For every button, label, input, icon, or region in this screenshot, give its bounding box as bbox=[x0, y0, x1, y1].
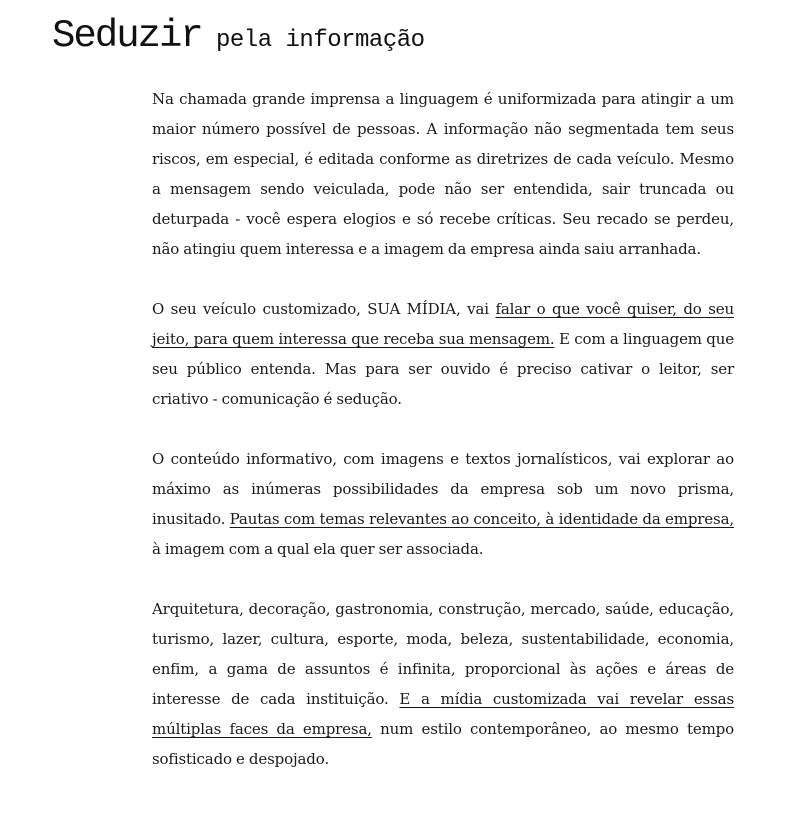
article-body bbox=[152, 84, 734, 774]
paragraph-3-emphasis: Pautas com temas relevantes ao conceito, à identidade da empresa, bbox=[229, 510, 734, 528]
paragraph-2-before: O seu veículo customizado, SUA MÍDIA, vai bbox=[152, 300, 496, 318]
paragraph-4-before: Arquitetura, decoração, gastronomia, construção, mercado, saúde, educação, turismo, lazer, cultura, esporte, moda, beleza, sustentabilidade, economia, enfim, a gama de assuntos é infinita, proporcional às ações e áreas de interesse de cada instituição. bbox=[152, 600, 734, 708]
paragraph-3 bbox=[152, 444, 734, 564]
paragraph-3-after: à imagem com a qual ela quer ser associada. bbox=[152, 540, 484, 558]
paragraph-3-before: O conteúdo informativo, com imagens e textos jornalísticos, vai explorar ao máximo as inúmeras possibilidades da empresa sob um novo prisma, inusitado. bbox=[152, 450, 734, 528]
page-title bbox=[52, 14, 425, 58]
paragraph-4 bbox=[152, 594, 734, 774]
paragraph-2 bbox=[152, 294, 734, 414]
paragraph-4-after: num estilo contemporâneo, ao mesmo tempo sofisticado e despojado. bbox=[152, 720, 734, 768]
paragraph-4-emphasis: E a mídia customizada vai revelar essas múltiplas faces da empresa, bbox=[152, 690, 734, 738]
title-main: Seduzir bbox=[52, 14, 202, 58]
paragraph-2-emphasis: falar o que você quiser, do seu jeito, para quem interessa que receba sua mensagem. bbox=[152, 300, 734, 348]
paragraph-1 bbox=[152, 84, 734, 264]
title-sub: pela informação bbox=[216, 27, 425, 54]
paragraph-2-after: E com a linguagem que seu público entenda. Mas para ser ouvido é preciso cativar o leitor, ser criativo - comunicação é sedução. bbox=[152, 330, 734, 408]
paragraph-1-text: Na chamada grande imprensa a linguagem é uniformizada para atingir a um maior número possível de pessoas. A informação não segmentada tem seus riscos, em especial, é editada conforme as diretrizes de cada veículo. Mesmo a mensagem sendo veiculada, pode não ser entendida, sair truncada ou deturpada - você espera elogios e só recebe críticas. Seu recado se perdeu, não atingiu quem interessa e a imagem da empresa ainda saiu arranhada. bbox=[152, 90, 734, 258]
